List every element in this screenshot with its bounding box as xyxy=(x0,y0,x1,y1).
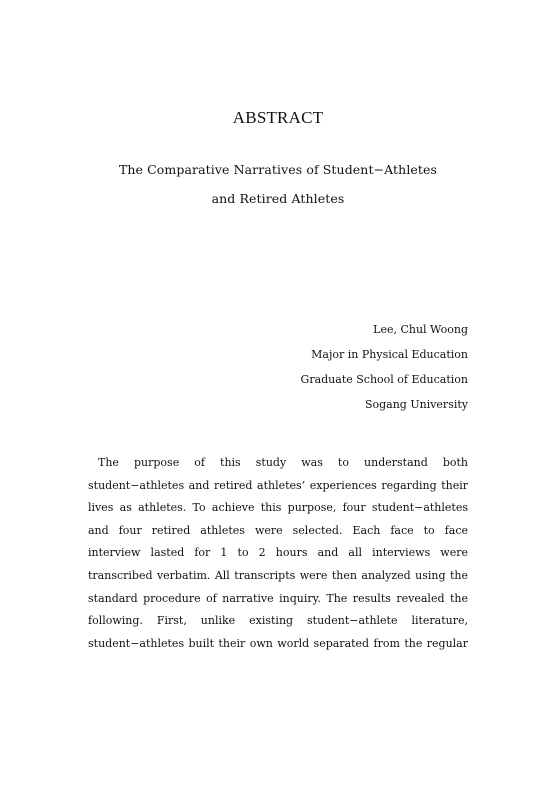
abstract-line: and four retired athletes were selected. Each face to face xyxy=(88,523,468,537)
abstract-line: student−athletes built their own world separated from the regular xyxy=(88,636,468,650)
thesis-title-line-1: The Comparative Narratives of Student−Athletes xyxy=(118,162,438,177)
author-name: Lee, Chul Woong xyxy=(373,323,468,336)
abstract-line: student−athletes and retired athletes’ experiences regarding their xyxy=(88,478,468,492)
abstract-line: transcribed verbatim. All transcripts were then analyzed using the xyxy=(88,568,468,582)
abstract-line: standard procedure of narrative inquiry. The results revealed the xyxy=(88,591,468,605)
author-university: Sogang University xyxy=(364,398,468,411)
abstract-line: The purpose of this study was to understand both xyxy=(98,456,468,469)
abstract-body xyxy=(88,454,468,657)
abstract-heading: ABSTRACT xyxy=(232,108,324,127)
author-school: Graduate School of Education xyxy=(300,373,468,386)
abstract-line: lives as athletes. To achieve this purpose, four student−athletes xyxy=(88,501,468,515)
abstract-line: interview lasted for 1 to 2 hours and all interviews were xyxy=(88,546,468,560)
author-block xyxy=(301,322,468,422)
thesis-title-line-2: and Retired Athletes xyxy=(211,191,345,206)
author-major: Major in Physical Education xyxy=(311,348,468,361)
abstract-line: following. First, unlike existing student−athlete literature, xyxy=(88,614,468,628)
